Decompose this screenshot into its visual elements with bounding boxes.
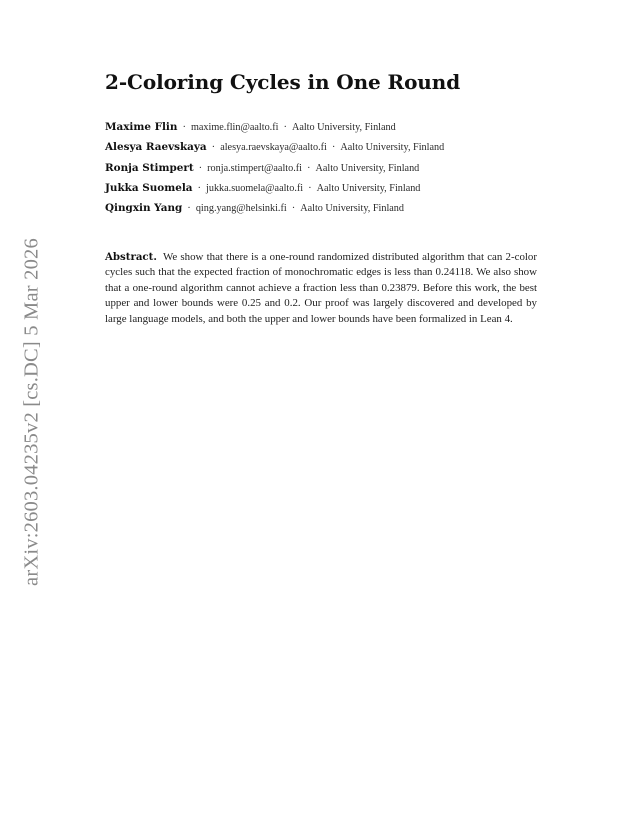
author-affiliation: Aalto University, Finland xyxy=(340,142,445,154)
author-separator: · xyxy=(283,122,287,133)
author-entry xyxy=(105,180,444,200)
author-affiliation: Aalto University, Finland xyxy=(300,203,404,215)
paper-title: 2-Coloring Cycles in One Round xyxy=(105,70,461,94)
author-name: Ronja Stimpert xyxy=(105,161,194,174)
author-separator: · xyxy=(182,122,186,133)
author-list xyxy=(105,119,444,220)
author-name: Jukka Suomela xyxy=(105,181,193,194)
author-separator: · xyxy=(306,162,311,174)
abstract-text: We show that there is a one-round randomized distributed algorithm that can 2-color cycles such that the expected fraction of monochromatic edges is less than 0.24118. We also show that a one-round algorithm cannot achieve a fraction less than 0.23879. Before this work, the best upper and lower bounds were 0.25 and 0.2. Our proof was largely discovered and developed by large language models, and both the upper and lower bounds have been formalized in Lean 4. xyxy=(105,251,537,325)
abstract-label: Abstract. xyxy=(105,251,157,263)
author-entry xyxy=(105,200,444,220)
author-email: ronja.stimpert@aalto.fi xyxy=(207,162,302,174)
author-email: alesya.raevskaya@aalto.fi xyxy=(220,142,327,154)
author-separator: · xyxy=(198,162,203,174)
author-email: jukka.suomela@aalto.fi xyxy=(206,182,304,194)
author-separator: · xyxy=(308,182,312,194)
author-email: qing.yang@helsinki.fi xyxy=(195,203,287,215)
author-separator: · xyxy=(197,182,202,194)
author-name: Maxime Flin xyxy=(105,121,178,133)
author-affiliation: Aalto University, Finland xyxy=(316,182,421,194)
author-entry xyxy=(105,119,444,139)
author-name: Alesya Raevskaya xyxy=(105,141,207,154)
author-separator: · xyxy=(331,142,336,154)
author-entry xyxy=(105,139,444,159)
author-separator: · xyxy=(187,203,191,215)
author-affiliation: Aalto University, Finland xyxy=(291,122,396,133)
author-name: Qingxin Yang xyxy=(105,202,183,215)
author-email: maxime.flin@aalto.fi xyxy=(190,122,279,133)
author-entry xyxy=(105,160,444,180)
author-affiliation: Aalto University, Finland xyxy=(315,162,420,174)
author-separator: · xyxy=(211,142,216,154)
author-separator: · xyxy=(291,203,296,215)
abstract xyxy=(105,250,537,327)
arxiv-identifier-watermark: arXiv:2603.04235v2 [cs.DC] 5 Mar 2026 xyxy=(20,238,43,586)
